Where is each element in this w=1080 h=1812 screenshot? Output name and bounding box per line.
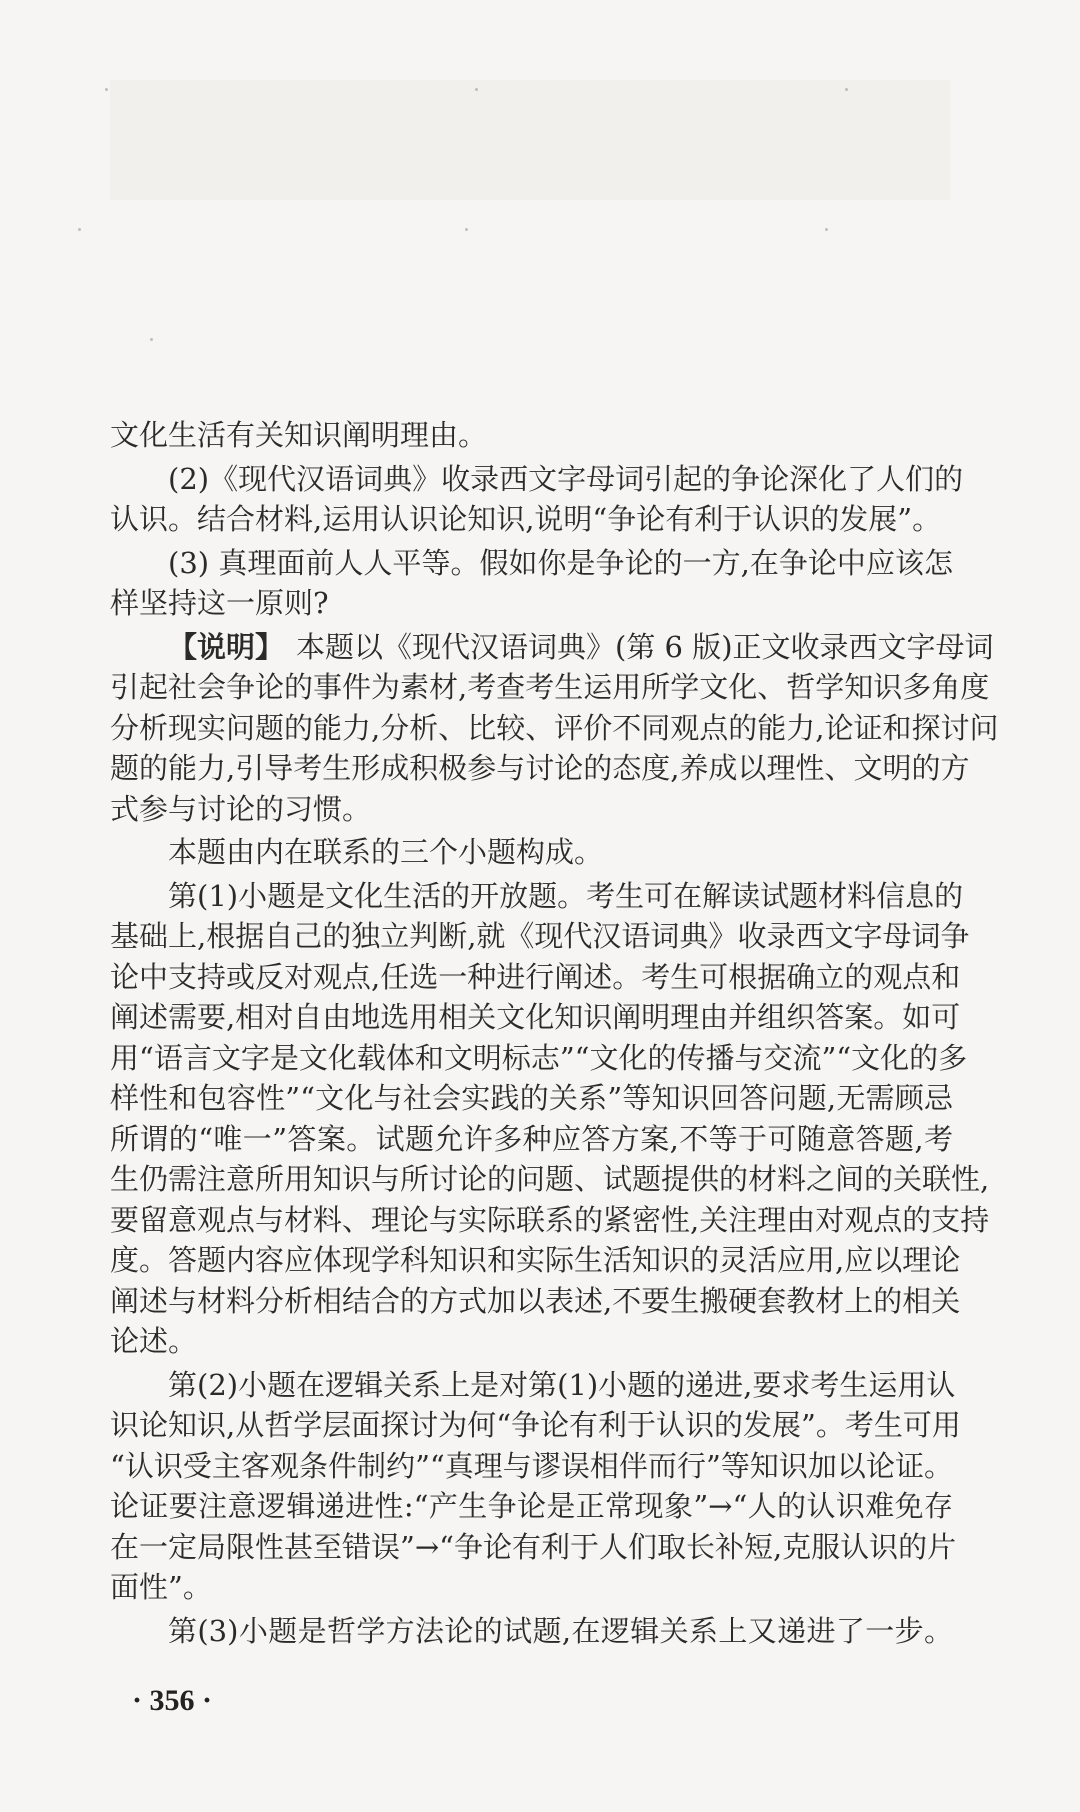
- line-text: 样坚持这一原则?: [110, 586, 329, 620]
- paragraph: [110, 459, 964, 540]
- scan-mark: [475, 88, 478, 91]
- text-line: [110, 1038, 968, 1079]
- line-text: 文化生活有关知识阐明理由。: [110, 418, 488, 452]
- text-line: [110, 1200, 990, 1241]
- text-line: [110, 1567, 953, 1608]
- text-line: [110, 459, 964, 500]
- text-line: [110, 997, 961, 1038]
- text-line: [110, 543, 953, 584]
- text-line: [110, 832, 953, 873]
- paragraph: [110, 832, 953, 873]
- paragraph: [110, 1611, 953, 1652]
- scan-mark: [105, 88, 108, 91]
- line-text: 题的能力,引导考生形成积极参与讨论的态度,养成以理性、文明的方: [110, 751, 970, 785]
- text-line: [110, 1405, 961, 1446]
- text-line: [110, 876, 964, 917]
- text-line: [110, 415, 953, 456]
- line-text: 生仍需注意所用知识与所讨论的问题、试题提供的材料之间的关联性,: [110, 1162, 990, 1196]
- line-text: 第(1)小题是文化生活的开放题。考生可在解读试题材料信息的: [168, 878, 964, 913]
- line-text: 引起社会争论的事件为素材,考查考生运用所学文化、哲学知识多角度: [110, 670, 990, 704]
- line-text: 本题由内在联系的三个小题构成。: [168, 835, 604, 869]
- line-text: 分析现实问题的能力,分析、比较、评价不同观点的能力,论证和探讨问: [110, 710, 999, 745]
- text-line: [110, 1611, 953, 1652]
- line-text: 论述。: [110, 1324, 198, 1358]
- line-text: 识论知识,从哲学层面探讨为何“争论有利于认识的发展”。考生可用: [110, 1408, 961, 1442]
- text-line: [110, 1240, 961, 1281]
- line-text: 要留意观点与材料、理论与实际联系的紧密性,关注理由对观点的支持: [110, 1202, 990, 1237]
- page-number: · 356 ·: [132, 1684, 213, 1717]
- line-text: “认识受主客观条件制约”“真理与谬误相伴而行”等知识加以论证。: [110, 1448, 953, 1483]
- line-text: 第(3)小题是哲学方法论的试题,在逻辑关系上又递进了一步。: [168, 1613, 953, 1648]
- scan-mark: [150, 338, 153, 341]
- paragraph: [110, 543, 953, 624]
- text-line: [110, 1078, 953, 1119]
- note-label: 【说明】: [168, 629, 285, 664]
- line-text: (2)《现代汉语词典》收录西文字母词引起的争论深化了人们的: [168, 461, 964, 496]
- line-text: 论证要注意逻辑递进性:“产生争论是正常现象”→“人的认识难免存: [110, 1489, 953, 1523]
- line-text: 论中支持或反对观点,任选一种进行阐述。考生可根据确立的观点和: [110, 959, 961, 994]
- line-text: 本题以《现代汉语词典》(第 6 版)正文收录西文字母词: [296, 629, 994, 664]
- line-text: 认识。结合材料,运用认识论知识,说明“争论有利于认识的发展”。: [110, 502, 942, 536]
- text-line: [110, 957, 961, 998]
- scan-mark: [465, 228, 468, 231]
- line-text: 基础上,根据自己的独立判断,就《现代汉语词典》收录西文字母词争: [110, 919, 970, 953]
- paragraph: [110, 876, 990, 1362]
- text-line: [110, 1321, 953, 1362]
- text-line: [110, 916, 970, 957]
- scan-shadow: [110, 80, 950, 200]
- text-line: [110, 1527, 957, 1568]
- scan-mark: [845, 88, 848, 91]
- line-text: 样性和包容性”“文化与社会实践的关系”等知识回答问题,无需顾忌: [110, 1081, 953, 1115]
- line-text: 所谓的“唯一”答案。试题允许多种应答方案,不等于可随意答题,考: [110, 1121, 953, 1156]
- line-text: 式参与讨论的习惯。: [110, 791, 372, 826]
- line-text: 度。答题内容应体现学科知识和实际生活知识的灵活应用,应以理论: [110, 1243, 961, 1277]
- line-text: 在一定局限性甚至错误”→“争论有利于人们取长补短,克服认识的片: [110, 1529, 957, 1564]
- text-line: [110, 708, 999, 749]
- scan-mark: [78, 228, 81, 231]
- text-line: [110, 1365, 956, 1406]
- line-text: 第(2)小题在逻辑关系上是对第(1)小题的递进,要求考生运用认: [168, 1367, 956, 1402]
- line-text: 阐述需要,相对自由地选用相关文化知识阐明理由并组织答案。如可: [110, 1000, 961, 1034]
- scan-mark: [825, 228, 828, 231]
- text-line: [110, 1281, 961, 1322]
- line-text: (3) 真理面前人人平等。假如你是争论的一方,在争论中应该怎: [168, 545, 953, 580]
- line-text: 面性”。: [110, 1570, 212, 1604]
- paragraph: [110, 1365, 961, 1608]
- text-line: [110, 667, 990, 708]
- text-line: [110, 1119, 953, 1160]
- text-line: [110, 748, 970, 789]
- paragraph: [110, 627, 999, 830]
- text-line: [110, 627, 994, 668]
- line-text: 阐述与材料分析相结合的方式加以表述,不要生搬硬套教材上的相关: [110, 1283, 961, 1318]
- text-line: [110, 1159, 990, 1200]
- text-line: [110, 789, 953, 830]
- text-line: [110, 499, 953, 540]
- document-body: [110, 415, 999, 1654]
- text-line: [110, 1486, 953, 1527]
- text-line: [110, 583, 953, 624]
- text-line: [110, 1446, 953, 1487]
- line-text: 用“语言文字是文化载体和文明标志”“文化的传播与交流”“文化的多: [110, 1040, 968, 1075]
- paragraph: [110, 415, 953, 456]
